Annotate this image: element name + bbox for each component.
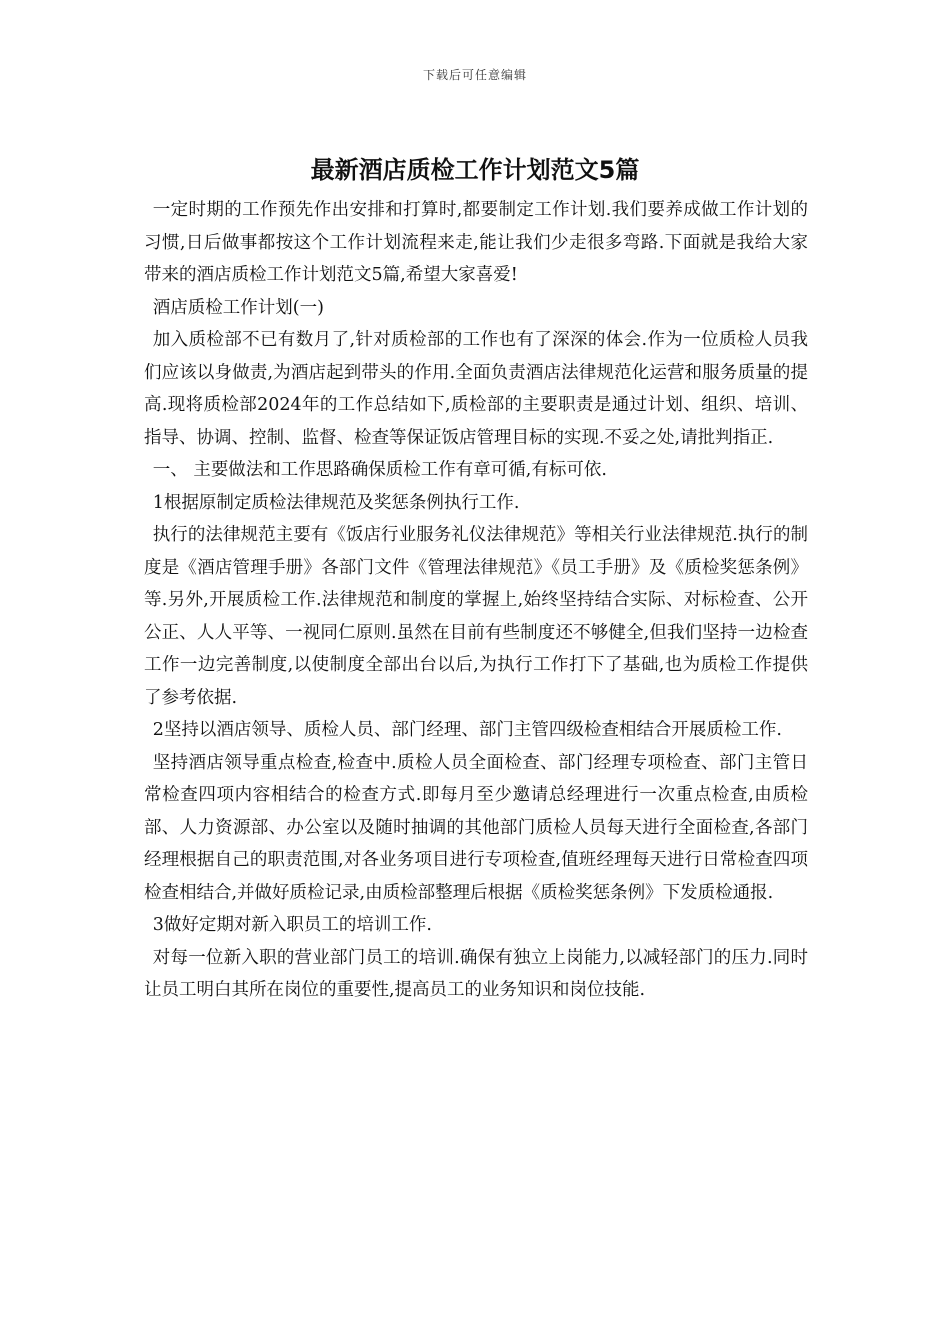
item-heading-3: 3做好定期对新入职员工的培训工作. (152, 915, 432, 935)
paragraph-regulations: 执行的法律规范主要有《饭店行业服务礼仪法律规范》等相关行业法律规范.执行的制度是《酒店管理手册》各部门文件《管理法律规范》《员工手册》及《质检奖惩条例》等.另外,开展质检工作.法律规范和制度的掌握上,始终坚持结合实际、对标检查、公开公正、人人平等、一视同仁原则.虽然在目前有些制度还不够健全,但我们坚持一边检查工作一边完善制度,以使制度全部出台以后,为执行工作打下了基础,也为质检工作提供了参考依据. (144, 525, 808, 708)
document-title: 最新酒店质检工作计划范文5篇 (310, 156, 640, 184)
section-heading-main-approach: 一、 主要做法和工作思路确保质检工作有章可循,有标可依. (152, 460, 607, 480)
item-heading-2: 2坚持以酒店领导、质检人员、部门经理、部门主管四级检查相结合开展质检工作. (152, 720, 782, 740)
section-heading-plan-1: 酒店质检工作计划(一) (152, 297, 324, 318)
paragraph-intro: 一定时期的工作预先作出安排和打算时,都要制定工作计划.我们要养成做工作计划的习惯,日后做事都按这个工作计划流程来走,能让我们少走很多弯路.下面就是我给大家带来的酒店质检工作计划范文5篇,希望大家喜爱! (144, 200, 808, 285)
paragraph-overview: 加入质检部不已有数月了,针对质检部的工作也有了深深的体会.作为一位质检人员我们应该以身做责,为酒店起到带头的作用.全面负责酒店法律规范化运营和服务质量的提高.现将质检部2024年的工作总结如下,质检部的主要职责是通过计划、组织、培训、指导、协调、控制、监督、检查等保证饭店管理目标的实现.不妥之处,请批判指正. (144, 330, 808, 448)
item-heading-1: 1根据原制定质检法律规范及奖惩条例执行工作. (152, 492, 520, 513)
paragraph-training: 对每一位新入职的营业部门员工的培训.确保有独立上岗能力,以减轻部门的压力.同时让员工明白其所在岗位的重要性,提高员工的业务知识和岗位技能. (144, 947, 808, 1000)
document-body (144, 194, 808, 1007)
paragraph-inspection: 坚持酒店领导重点检查,检查中.质检人员全面检查、部门经理专项检查、部门主管日常检查四项内容相结合的检查方式.即每月至少邀请总经理进行一次重点检查,由质检部、人力资源部、办公室以及随时抽调的其他部门质检人员每天进行全面检查,各部门经理根据自己的职责范围,对各业务项目进行专项检查,值班经理每天进行日常检查四项检查相结合,并做好质检记录,由质检部整理后根据《质检奖惩条例》下发质检通报. (144, 752, 808, 903)
header-note: 下载后可任意编辑 (422, 68, 527, 82)
